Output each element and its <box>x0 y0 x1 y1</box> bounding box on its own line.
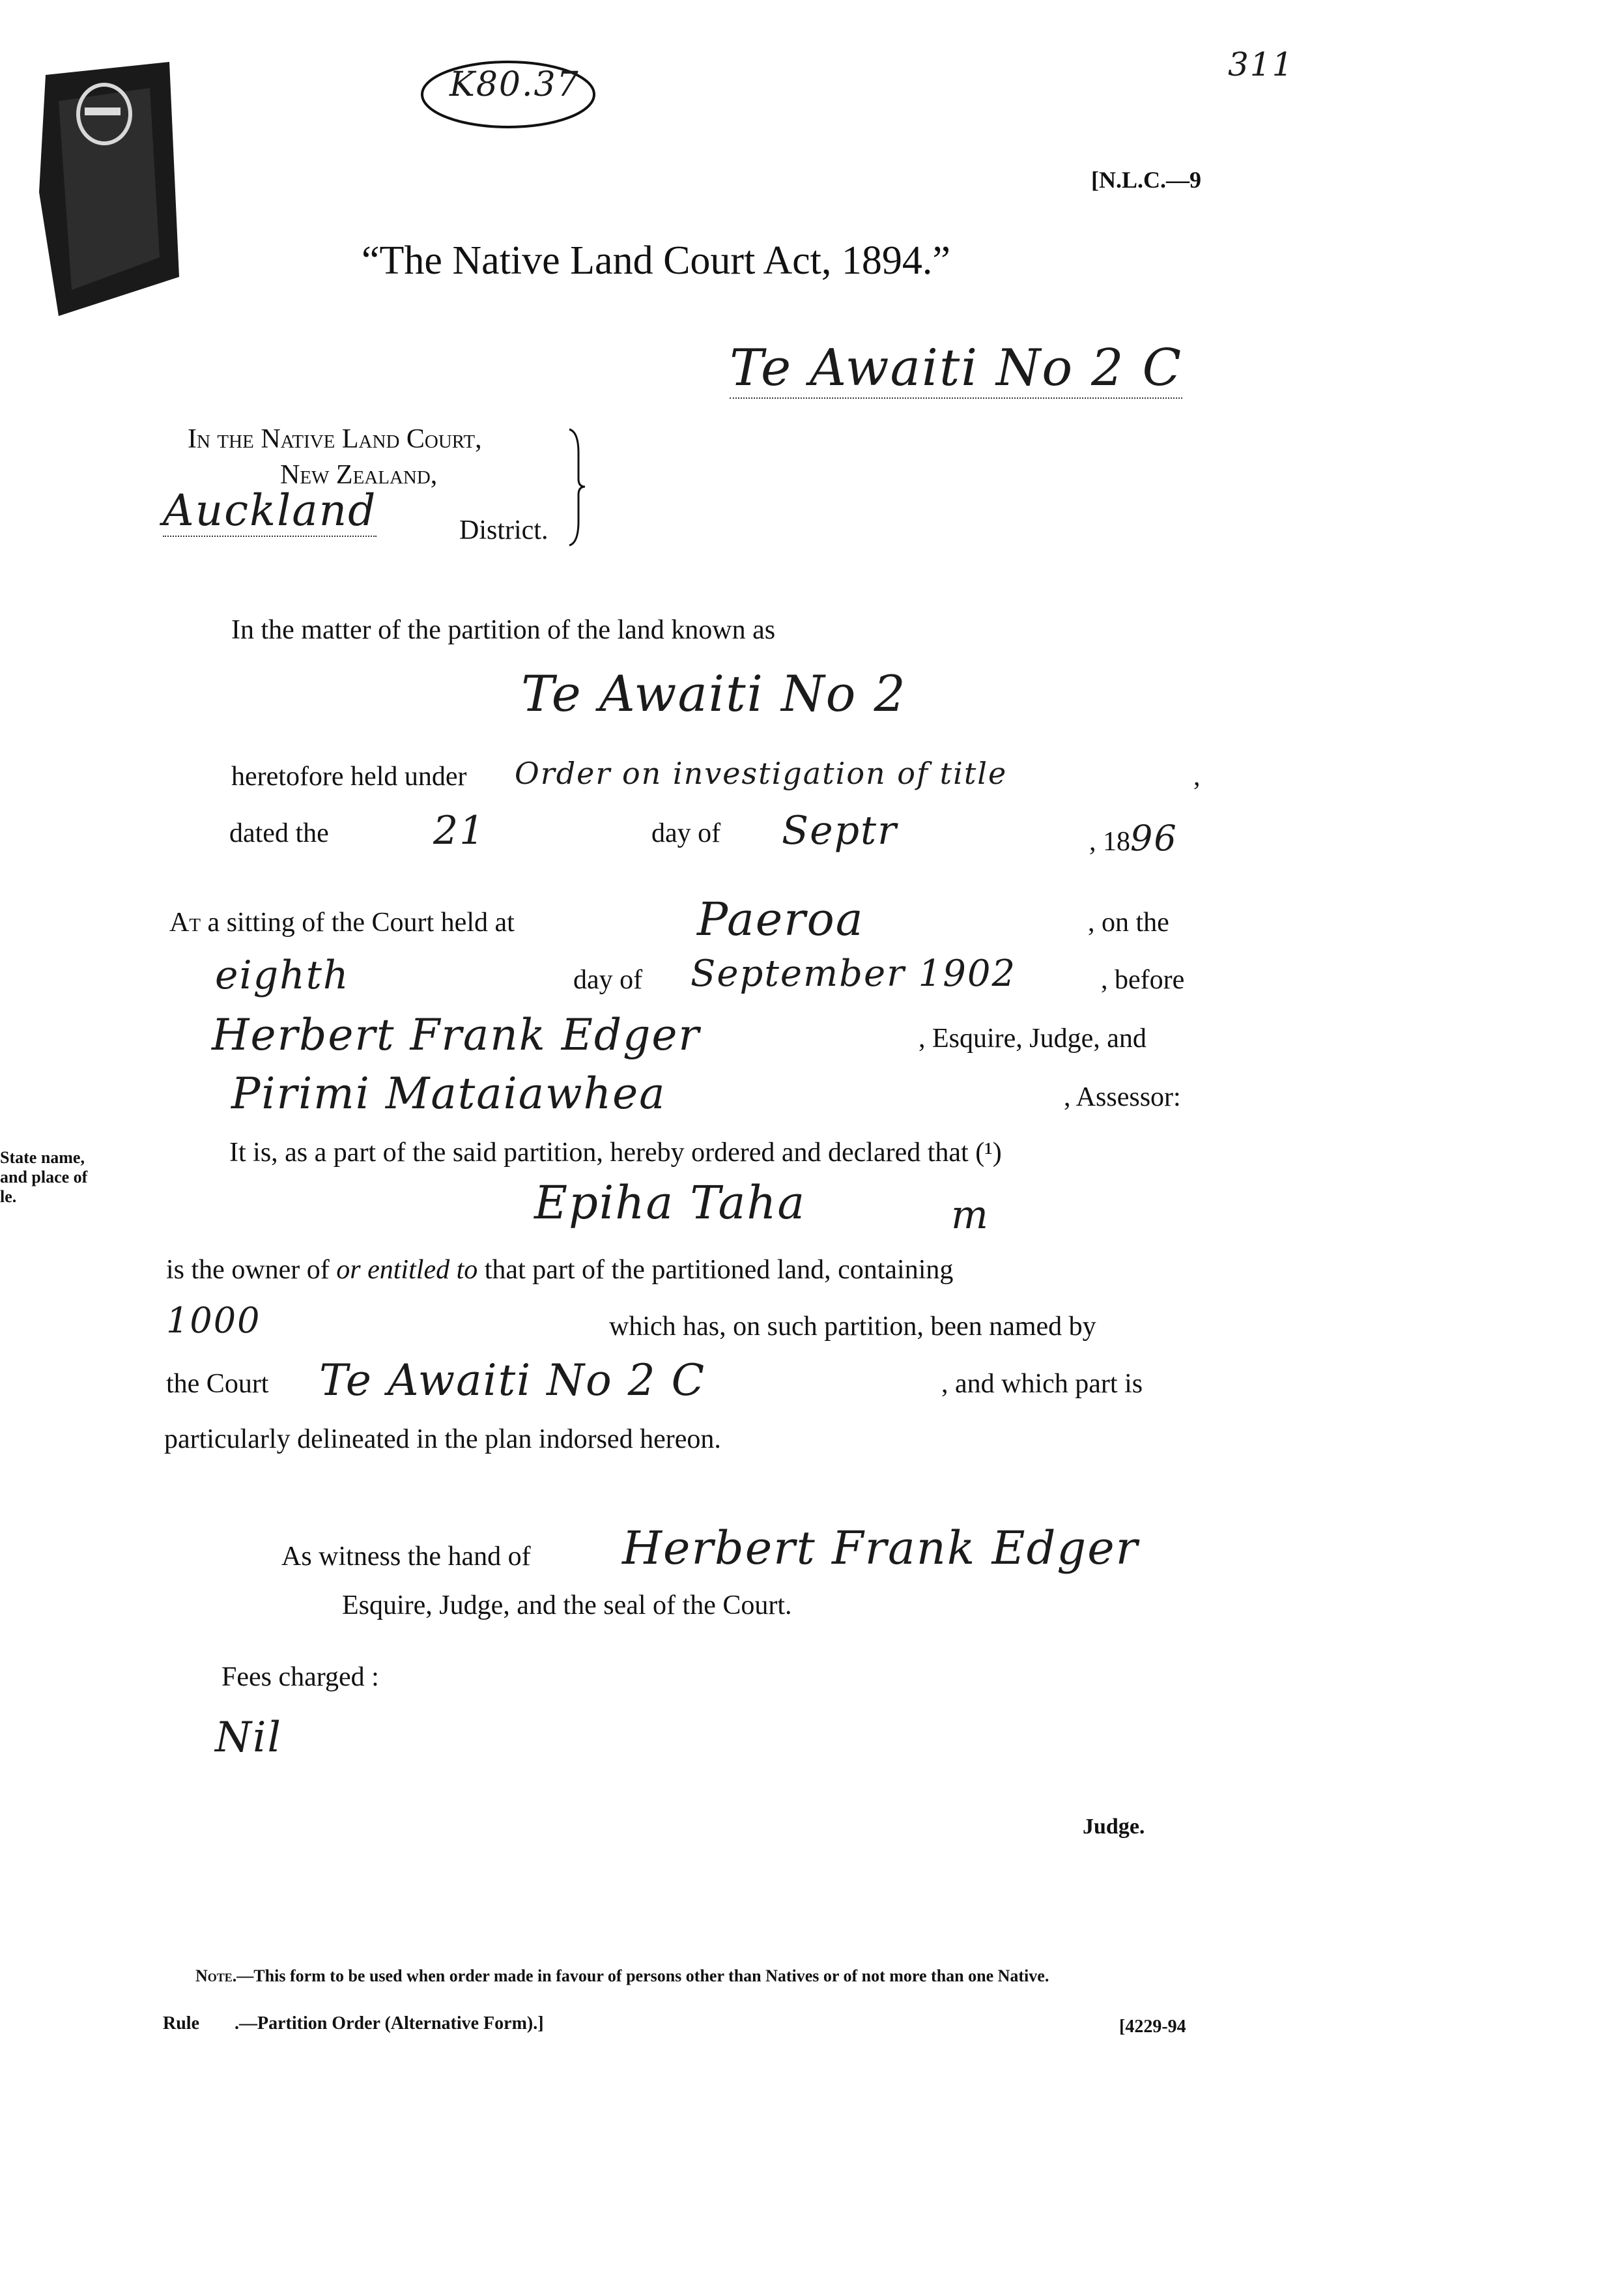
side-note: State name, and place of le. <box>0 1148 88 1206</box>
fees-value: Nil <box>215 1714 282 1762</box>
assessor-name: Pirimi Mataiawhea <box>231 1069 666 1119</box>
sitting-day-of: day of <box>573 965 643 995</box>
held-under-label: heretofore held under <box>231 762 467 792</box>
reference-number: K80.37 <box>449 65 580 104</box>
dated-year-prefix: , 1896 <box>1089 818 1178 859</box>
witness-label: As witness the hand of <box>281 1542 531 1572</box>
matter-intro: In the matter of the partition of the land known as <box>231 615 776 645</box>
sitting-month-year: September 1902 <box>691 953 1017 995</box>
held-under-comma: , <box>1193 762 1201 792</box>
judge-label: Judge. <box>1083 1815 1145 1839</box>
which-part: , and which part is <box>941 1369 1143 1399</box>
court-label: the Court <box>166 1369 269 1399</box>
order-declared: It is, as a part of the said partition, hereby ordered and declared that (¹) <box>229 1138 1002 1168</box>
footer-rule-label: Rule <box>163 2013 199 2034</box>
held-under-value: Order on investigation of title <box>515 756 1008 791</box>
block-name-handwritten: Te Awaiti No 2 C <box>730 339 1183 397</box>
footer-rule-text: .—Partition Order (Alternative Form).] <box>235 2013 544 2034</box>
form-code: [N.L.C.—9 <box>1091 167 1201 193</box>
district-value: Auckland <box>163 485 377 536</box>
owner-line: is the owner of or entitled to that part of the partitioned land, containing <box>166 1255 954 1285</box>
court-brace <box>567 427 586 547</box>
sitting-before: , before <box>1101 965 1185 995</box>
owner-mark: m <box>951 1192 990 1238</box>
fees-label: Fees charged : <box>221 1662 379 1692</box>
court-line-1: In the Native Land Court, <box>188 424 482 454</box>
dated-month: Septr <box>782 808 898 854</box>
delineated-line: particularly delineated in the plan indorsed hereon. <box>164 1424 721 1454</box>
judge-name: Herbert Frank Edger <box>212 1010 700 1060</box>
sitting-on-the: , on the <box>1088 908 1169 938</box>
land-name: Te Awaiti No 2 <box>521 665 907 723</box>
form-number: [4229-94 <box>1119 2017 1186 2037</box>
sitting-day: eighth <box>215 953 350 998</box>
court-name: Te Awaiti No 2 C <box>319 1355 706 1405</box>
witness-signature: Herbert Frank Edger <box>622 1521 1139 1575</box>
act-title: “The Native Land Court Act, 1894.” <box>362 238 950 283</box>
witness-line-2: Esquire, Judge, and the seal of the Court. <box>342 1590 792 1620</box>
area-value: 1000 <box>166 1300 261 1341</box>
assessor-suffix: , Assessor: <box>1064 1082 1181 1112</box>
sitting-label: At a sitting of the Court held at <box>169 908 515 938</box>
named-line: which has, on such partition, been named by <box>609 1312 1096 1342</box>
district-label: District. <box>459 515 548 545</box>
owner-name: Epiha Taha <box>534 1176 806 1229</box>
judge-suffix: , Esquire, Judge, and <box>919 1024 1147 1054</box>
dated-label: dated the <box>229 818 329 848</box>
sitting-place: Paeroa <box>697 893 864 946</box>
footer-note: Note.—This form to be used when order made in favour of persons other than Natives or of not more than one Native. <box>195 1966 1049 1985</box>
dated-day: 21 <box>433 808 486 854</box>
page-number: 311 <box>1228 46 1294 83</box>
dated-day-of: day of <box>651 818 721 848</box>
court-line-2: New Zealand, <box>280 460 438 490</box>
seal-stamp-image <box>39 62 179 316</box>
